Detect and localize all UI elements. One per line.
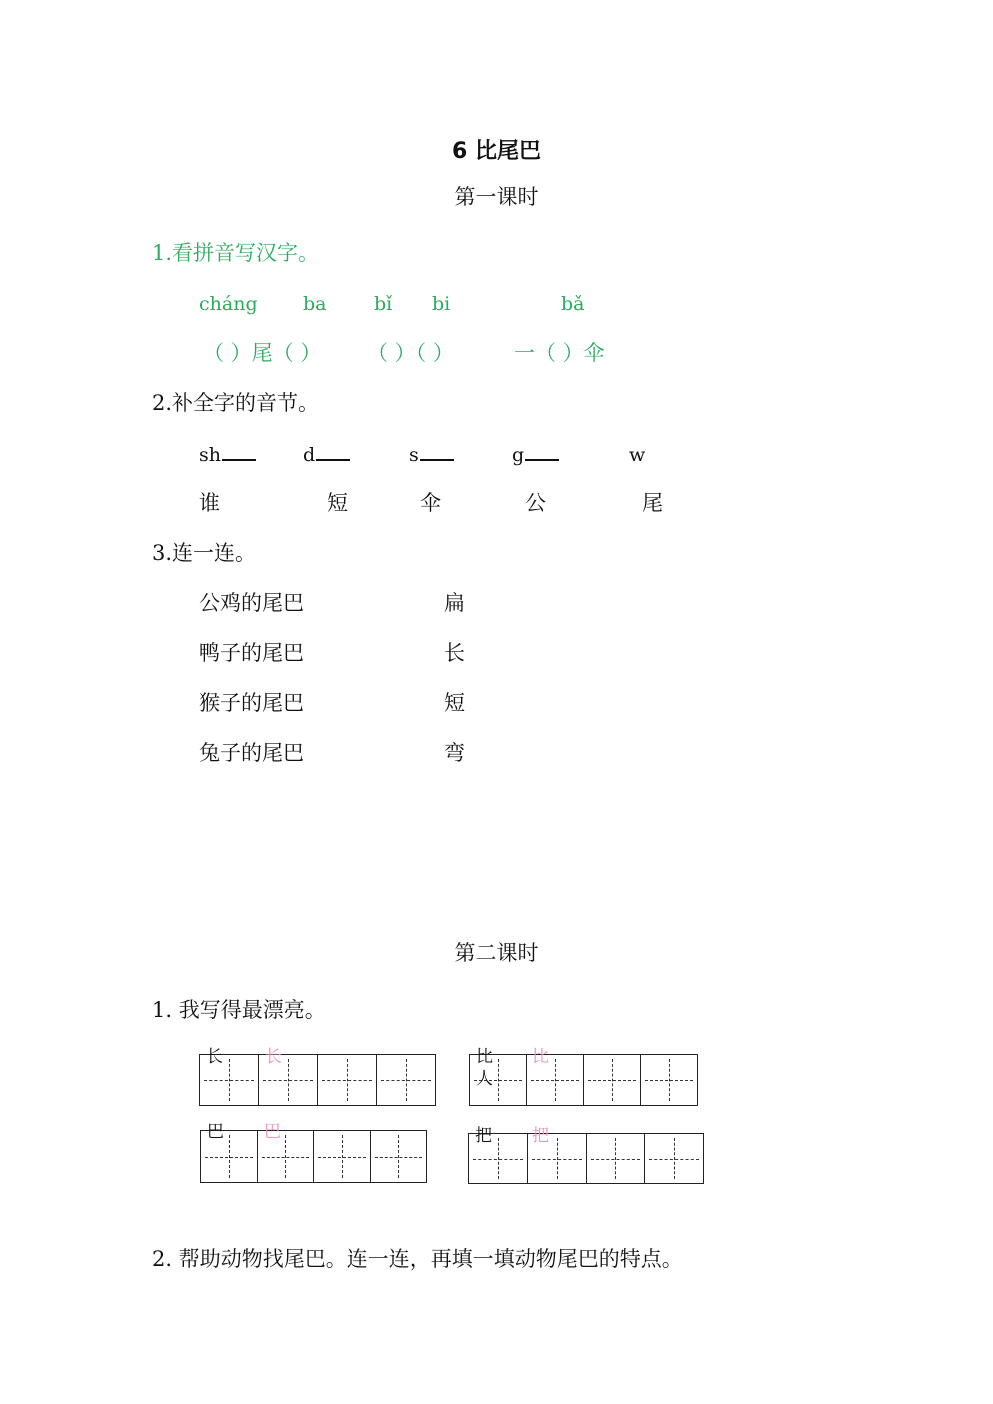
pinyin-ba3: bǎ	[561, 293, 585, 315]
q2-label: 2.补全字的音节。	[152, 391, 320, 415]
trace-char: 比	[532, 1047, 549, 1067]
syllable-blank[interactable]	[525, 447, 559, 461]
lesson2-heading: 第二课时	[454, 941, 539, 965]
blank-group-3: 一（ ）伞	[514, 341, 605, 365]
model-char: 把	[475, 1126, 492, 1146]
l2-q2-label: 2. 帮助动物找尾巴。连一连，再填一填动物尾巴的特点。	[152, 1247, 683, 1271]
pinyin-chang: cháng	[199, 293, 258, 315]
pinyin-bi: bi	[432, 293, 451, 315]
l2-q1-label: 1. 我写得最漂亮。	[152, 998, 326, 1022]
char-shei: 谁	[199, 491, 220, 515]
char-duan: 短	[327, 491, 348, 515]
match-right-item[interactable]: 扁	[444, 591, 465, 615]
blank-group-1: （ ）尾（ ）	[203, 341, 322, 365]
char-wei: 尾	[642, 491, 663, 515]
page-title: 6 比尾巴	[452, 139, 541, 164]
syllable-sh: sh	[199, 446, 256, 465]
syllable-d: d	[303, 446, 350, 465]
model-char-2: 人	[476, 1069, 493, 1089]
model-char: 长	[206, 1047, 223, 1067]
syllable-w: w	[629, 444, 646, 466]
match-right-item[interactable]: 短	[444, 691, 465, 715]
model-char: 巴	[207, 1122, 224, 1142]
q1-label: 1.看拼音写汉字。	[152, 241, 320, 265]
blank-group-2: （ ）（ ）	[367, 341, 454, 365]
match-right-item[interactable]: 弯	[444, 741, 465, 765]
pinyin-bi3: bǐ	[374, 293, 393, 315]
syllable-blank[interactable]	[222, 447, 256, 461]
model-char: 比	[476, 1047, 493, 1067]
syllable-blank[interactable]	[420, 447, 454, 461]
syllable-blank[interactable]	[316, 447, 350, 461]
char-san: 伞	[420, 491, 441, 515]
writing-grid-chang[interactable]	[199, 1054, 436, 1106]
trace-char: 把	[532, 1126, 549, 1146]
pinyin-ba: ba	[303, 293, 327, 315]
match-left-item[interactable]: 鸭子的尾巴	[199, 641, 304, 665]
trace-char: 长	[265, 1047, 282, 1067]
match-left-item[interactable]: 公鸡的尾巴	[199, 591, 304, 615]
writing-grid-ba[interactable]	[200, 1130, 427, 1183]
match-right-item[interactable]: 长	[444, 641, 465, 665]
syllable-s: s	[409, 446, 454, 465]
q3-label: 3.连一连。	[152, 541, 257, 565]
writing-grid-ba3[interactable]	[468, 1133, 704, 1184]
match-left-item[interactable]: 兔子的尾巴	[199, 741, 304, 765]
trace-char: 巴	[264, 1122, 281, 1142]
char-gong: 公	[525, 491, 546, 515]
syllable-g: g	[512, 446, 559, 465]
match-left-item[interactable]: 猴子的尾巴	[199, 691, 304, 715]
lesson1-heading: 第一课时	[454, 185, 539, 209]
writing-grid-bi[interactable]	[469, 1054, 698, 1106]
